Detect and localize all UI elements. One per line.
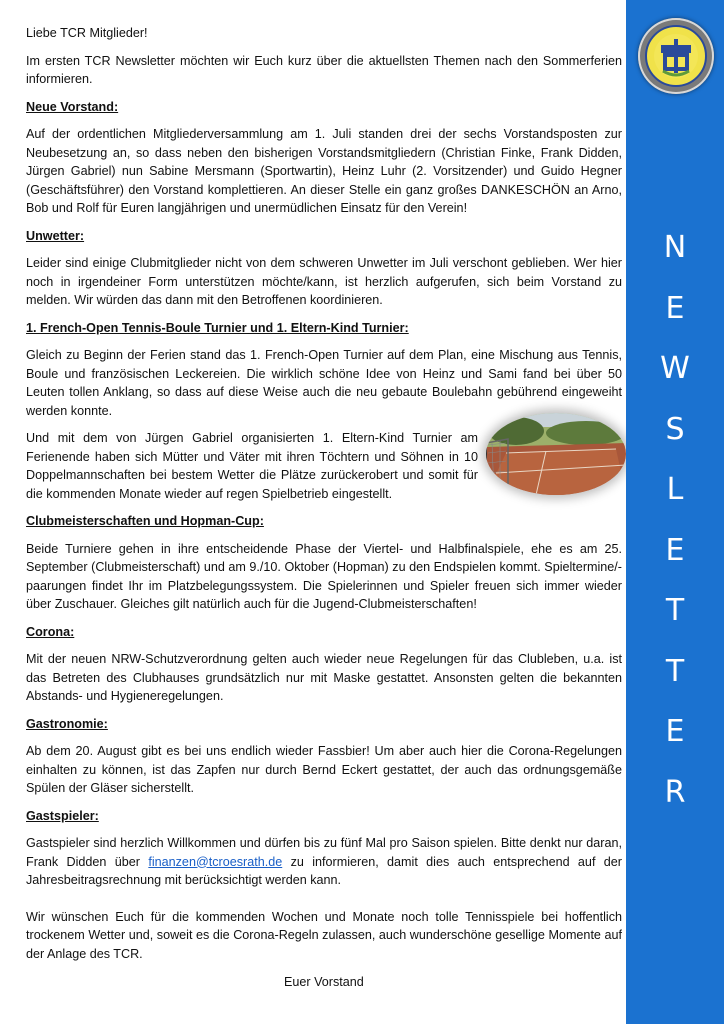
club-logo-emblem [645, 25, 707, 87]
newsletter-sidebar [626, 0, 724, 1024]
greeting: Liebe TCR Mitglieder! [26, 26, 148, 40]
email-link[interactable]: finanzen@tcroesrath.de [148, 854, 283, 869]
sidebar-letter: S [665, 411, 685, 447]
heading-clubmeisterschaften: Clubmeisterschaften und Hopman-Cup: [26, 514, 264, 528]
heading-unwetter: Unwetter: [26, 228, 85, 243]
paragraph-eltern-kind [26, 429, 622, 503]
intro-paragraph: Im ersten TCR Newsletter möchten wir Euch kurz über die aktuellsten Themen nach den Sommerferien informieren. [26, 53, 622, 86]
club-logo [638, 18, 714, 94]
sidebar-letter: W [660, 351, 690, 386]
heading-french-open: 1. French-Open Tennis-Boule Turnier und 1. Eltern-Kind Turnier: [26, 320, 409, 335]
heading-gastspieler: Gastspieler: [26, 808, 99, 823]
sidebar-letter: N [663, 230, 687, 265]
heading-gastronomie: Gastronomie: [26, 716, 108, 731]
newsletter-body [26, 24, 622, 1001]
newsletter-vertical-title [626, 218, 724, 823]
gastspieler-text-after: zu informieren, damit dies auch entsprechend auf der Jahresbeitragsrechnung mit berücksichtigt werden kann. [26, 854, 622, 887]
paragraph-french-open: Gleich zu Beginn der Ferien stand das 1. French-Open Turnier auf dem Plan, eine Mischung aus Tennis, Boule und französischen Leckereien. Die wirklich schöne Idee von Heinz und Sami fand bei über 50 Leuten tollen Anklang, so dass auf diese Weise auch die neu gebaute Boulebahn gebührend eingeweiht werden konnte. [26, 348, 622, 418]
signature: Euer Vorstand [284, 975, 364, 989]
sidebar-letter: L [666, 472, 684, 507]
sidebar-letter: T [665, 653, 685, 689]
heading-vorstand: Neue Vorstand: [26, 99, 119, 114]
paragraph-vorstand: Auf der ordentlichen Mitgliederversammlung am 1. Juli standen drei der sechs Vorstandsposten zur Neubesetzung an, so dass neben den bisherigen Vorstandsmitgliedern (Christian Finke, Frank Didden, Jürgen Gabriel) nun Sabine Mersmann (Sportwartin), Heinz Luhr (2. Vorsitzender) und Guido Hegner (Geschäftsführer) den Vorstand komplettieren. An dieser Stelle ein ganz großes DANKESCHÖN an Arno, Bob und Rolf für Euren langjährigen und unermüdlichen Einsatz für den Verein! [26, 127, 622, 215]
sidebar-letter: E [665, 714, 685, 749]
gastspieler-text-before: Gastspieler sind herzlich Willkommen und dürfen bis zu fünf Mal pro Saison spielen. Bitte denkt nur daran, Frank Didden über [26, 836, 622, 869]
paragraph-clubmeisterschaften: Beide Turniere gehen in ihre entscheidende Phase der Viertel- und Halbfinalspiele, ehe es am 25. September (Clubmeisterschaft) und am 9./10. Oktober (Hopman) zu den Endspielen kommt. Spieltermine/-paarungen findet Ihr im Platzbelegungssystem. Die Spielerinnen und Spieler freuen sich immer wieder über Zuschauer. Gleiches gilt natürlich auch für die Jugend-Clubmeisterschaften! [26, 541, 622, 611]
paragraph-eltern-kind-text: Und mit dem von Jürgen Gabriel organisierten 1. Eltern-Kind Turnier am Ferienende haben sich Mütter und Väter mit ihren Töchtern und Söhnen in 10 Doppelmannschaften bei bestem Wetter die Plätze zurückerobert und somit für die kommenden Monate wieder auf regen Spielbetrieb eingestellt. [26, 431, 478, 501]
paragraph-unwetter: Leider sind einige Clubmitglieder nicht von dem schweren Unwetter im Juli verschont geblieben. Wer hier noch in irgendeiner Form unterstützen möchte/kann, ist herzlich aufgerufen, sich beim Vorstand zu melden. Wir würden das dann mit den Betroffenen koordinieren. [26, 256, 622, 307]
sidebar-letter: E [665, 532, 685, 568]
tennis-court-image [486, 413, 626, 495]
paragraph-gastspieler [26, 834, 622, 890]
sidebar-letter: R [664, 774, 686, 810]
sidebar-letter: E [665, 290, 685, 326]
tennis-court-photo [486, 413, 626, 495]
closing-paragraph: Wir wünschen Euch für die kommenden Wochen und Monate noch tolle Tennisspiele bei hoffentlich trockenem Wetter und, soweit es die Corona-Regeln zulassen, auch wunderschöne gesellige Momente auf der Anlage des TCR. [26, 909, 622, 961]
paragraph-gastronomie: Ab dem 20. August gibt es bei uns endlich wieder Fassbier! Um aber auch hier die Corona-Regelungen einhalten zu können, ist das Zapfen nur durch Bernd Eckert gestattet, der auch das ordnungsgemäße Spülen der Gläser sicherstellt. [26, 744, 622, 795]
sidebar-letter: T [665, 593, 685, 628]
paragraph-corona: Mit der neuen NRW-Schutzverordnung gelten auch wieder neue Regelungen für das Clubleben, u.a. ist das Betreten des Clubhauses grundsätzlich nur mit Maske gestattet. Ansonsten gelten die bekannten Abstands- und Hygieneregelungen. [26, 652, 622, 703]
club-emblem-icon [647, 27, 705, 85]
heading-corona: Corona: [26, 624, 75, 639]
